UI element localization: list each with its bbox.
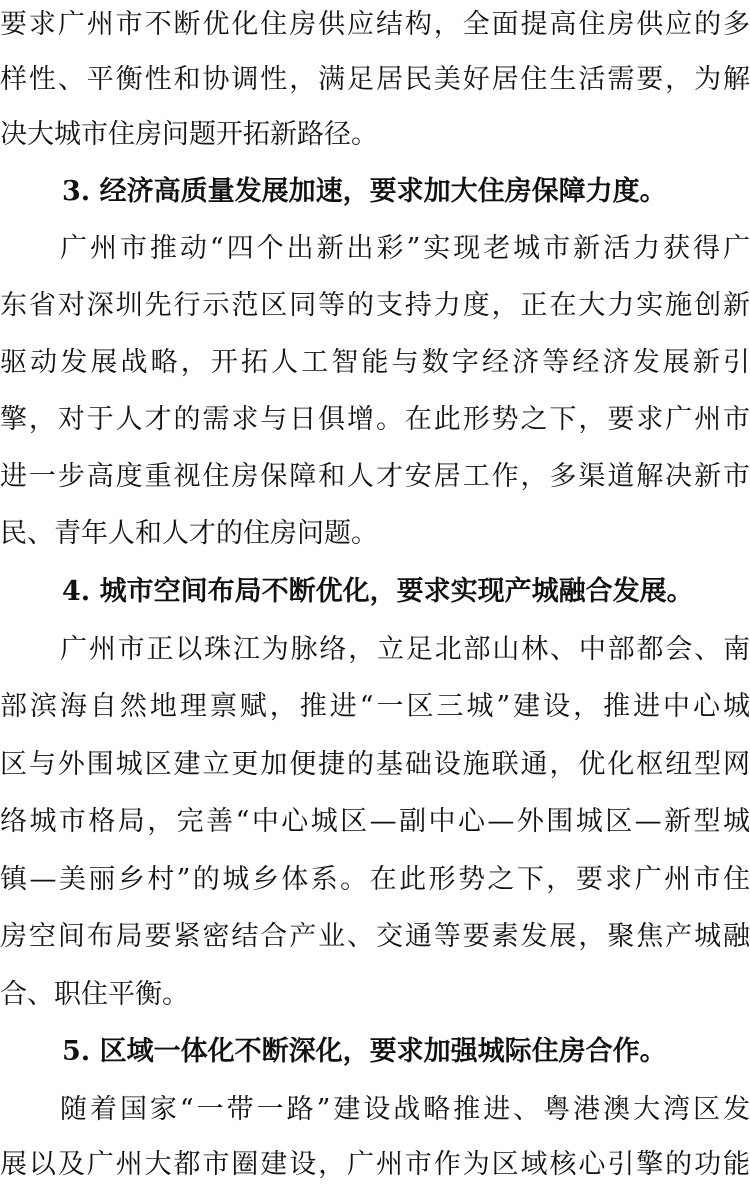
text-line-1: 要求广州市不断优化住房供应结构，全面提高住房供应的多 — [0, 9, 750, 40]
text-line-12: 广州市正以珠江为脉络，立足北部山林、中部都会、南 — [60, 634, 750, 665]
text-line-15: 络城市格局，完善“中心城区—副中心—外围城区—新型城 — [0, 806, 750, 837]
text-line-10: 民、青年人和人才的住房问题。 — [0, 518, 378, 549]
text-line-3: 决大城市住房问题开拓新路径。 — [0, 119, 378, 150]
text-line-17: 房空间布局要紧密结合产业、交通等要素发展，聚焦产城融 — [0, 921, 750, 952]
text-line-20: 随着国家“一带一路”建设战略推进、粤港澳大湾区发 — [60, 1094, 750, 1125]
section-heading-5: 5. 区域一体化不断深化，要求加强城际住房合作。 — [62, 1036, 667, 1067]
text-line-9: 进一步高度重视住房保障和人才安居工作，多渠道解决新市 — [0, 461, 750, 492]
text-line-2: 样性、平衡性和协调性，满足居民美好居住生活需要，为解 — [0, 64, 750, 95]
text-line-18: 合、职住平衡。 — [0, 979, 189, 1010]
text-line-7: 驱动发展战略，开拓人工智能与数字经济等经济发展新引 — [0, 347, 750, 378]
text-line-14: 区与外围城区建立更加便捷的基础设施联通，优化枢纽型网 — [0, 749, 750, 780]
text-line-5: 广州市推动“四个出新出彩”实现老城市新活力获得广 — [60, 233, 750, 264]
text-line-16: 镇—美丽乡村”的城乡体系。在此形势之下，要求广州市住 — [0, 864, 750, 895]
text-line-6: 东省对深圳先行示范区同等的支持力度，正在大力实施创新 — [0, 290, 750, 321]
text-line-21: 展以及广州大都市圈建设，广州市作为区域核心引擎的功能 — [0, 1149, 750, 1180]
section-heading-3: 3. 经济高质量发展加速，要求加大住房保障力度。 — [62, 176, 667, 207]
text-line-13: 部滨海自然地理禀赋，推进“一区三城”建设，推进中心城 — [0, 691, 750, 722]
text-line-8: 擎，对于人才的需求与日俱增。在此形势之下，要求广州市 — [0, 404, 750, 435]
section-heading-4: 4. 城市空间布局不断优化，要求实现产城融合发展。 — [62, 576, 694, 607]
